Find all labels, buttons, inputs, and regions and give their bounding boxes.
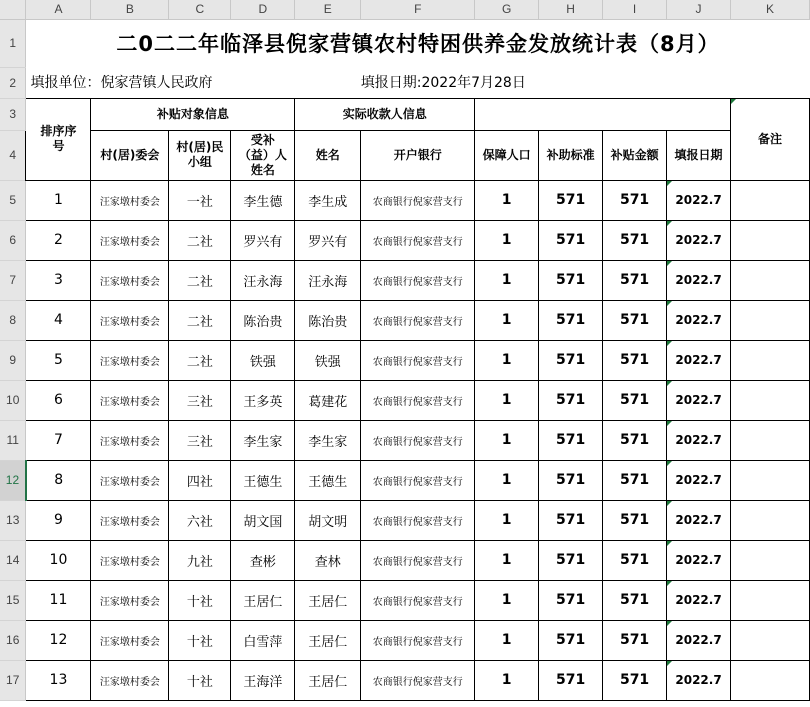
cell-seq[interactable]: 13 <box>26 660 91 700</box>
header-seq[interactable]: 排序序号 <box>26 98 91 180</box>
cell-bank[interactable]: 农商银行倪家营支行 <box>361 380 475 420</box>
header-recipient[interactable]: 受补（益）人姓名 <box>231 130 295 180</box>
cell-amount[interactable]: 571 <box>603 340 667 380</box>
cell-report-date[interactable]: 2022.7 <box>667 380 731 420</box>
cell-bank[interactable]: 农商银行倪家营支行 <box>361 500 475 540</box>
cell-report-date[interactable]: 2022.7 <box>667 620 731 660</box>
cell-report-date[interactable]: 2022.7 <box>667 260 731 300</box>
cell-report-date[interactable]: 2022.7 <box>667 460 731 500</box>
header-name[interactable]: 姓名 <box>295 130 361 180</box>
cell-remark[interactable] <box>731 580 810 620</box>
cell-committee[interactable]: 汪家墩村委会 <box>91 340 169 380</box>
cell-seq[interactable]: 3 <box>26 260 91 300</box>
cell-village-group[interactable]: 三社 <box>169 380 231 420</box>
cell-population[interactable]: 1 <box>475 220 539 260</box>
cell-payee-name[interactable]: 王居仁 <box>295 660 361 700</box>
cell-bank[interactable]: 农商银行倪家营支行 <box>361 460 475 500</box>
cell-amount[interactable]: 571 <box>603 660 667 700</box>
cell-remark[interactable] <box>731 500 810 540</box>
cell-recipient[interactable]: 汪永海 <box>231 260 295 300</box>
table-row <box>0 420 810 460</box>
cell-recipient[interactable]: 李生德 <box>231 180 295 220</box>
cell-bank[interactable]: 农商银行倪家营支行 <box>361 540 475 580</box>
row-header-12[interactable]: 12 <box>0 460 26 500</box>
header-date[interactable]: 填报日期 <box>667 130 731 180</box>
cell-remark[interactable] <box>731 620 810 660</box>
row-header-6[interactable]: 6 <box>0 220 26 260</box>
cell-population[interactable]: 1 <box>475 580 539 620</box>
cell-payee-name[interactable]: 王居仁 <box>295 620 361 660</box>
cell-recipient[interactable]: 查彬 <box>231 540 295 580</box>
report-date-cell[interactable]: 填报日期:2022年7月28日 <box>360 75 526 92</box>
cell-remark[interactable] <box>731 420 810 460</box>
table-row <box>0 460 810 500</box>
cell-seq[interactable]: 8 <box>26 460 91 500</box>
filler-unit-cell[interactable]: 填报单位：倪家营镇人民政府 <box>30 75 213 92</box>
header-population[interactable]: 保障人口 <box>475 130 539 180</box>
cell-report-date[interactable]: 2022.7 <box>667 340 731 380</box>
cell-recipient[interactable]: 罗兴有 <box>231 220 295 260</box>
row-header-15[interactable]: 15 <box>0 580 26 620</box>
cell-payee-name[interactable]: 李生成 <box>295 180 361 220</box>
cell-payee-name[interactable]: 铁强 <box>295 340 361 380</box>
row-header-1[interactable]: 1 <box>0 19 26 67</box>
table-row <box>0 580 810 620</box>
table-row <box>0 380 810 420</box>
column-header-b[interactable]: B <box>91 0 169 19</box>
cell-amount[interactable]: 571 <box>603 500 667 540</box>
cell-standard[interactable]: 571 <box>539 500 603 540</box>
column-header-e[interactable]: E <box>295 0 361 19</box>
cell-standard[interactable]: 571 <box>539 620 603 660</box>
cell-standard[interactable]: 571 <box>539 580 603 620</box>
table-row <box>0 180 810 220</box>
cell-committee[interactable]: 汪家墩村委会 <box>91 500 169 540</box>
header-standard[interactable]: 补助标准 <box>539 130 603 180</box>
cell-remark[interactable] <box>731 460 810 500</box>
column-header-a[interactable]: A <box>26 0 91 19</box>
cell-village-group[interactable]: 十社 <box>169 620 231 660</box>
cell-committee[interactable]: 汪家墩村委会 <box>91 220 169 260</box>
row-header-14[interactable]: 14 <box>0 540 26 580</box>
row-header-9[interactable]: 9 <box>0 340 26 380</box>
cell-village-group[interactable]: 二社 <box>169 220 231 260</box>
header-payee-group[interactable]: 实际收款人信息 <box>295 98 475 130</box>
cell-payee-name[interactable]: 查林 <box>295 540 361 580</box>
table-row <box>0 220 810 260</box>
cell-payee-name[interactable]: 罗兴有 <box>295 220 361 260</box>
table-row <box>0 300 810 340</box>
header-bank[interactable]: 开户银行 <box>361 130 475 180</box>
cell-bank[interactable]: 农商银行倪家营支行 <box>361 420 475 460</box>
column-header-h[interactable]: H <box>539 0 603 19</box>
cell-village-group[interactable]: 九社 <box>169 540 231 580</box>
header-subsidy-group[interactable]: 补贴对象信息 <box>91 98 295 130</box>
cell-bank[interactable]: 农商银行倪家营支行 <box>361 620 475 660</box>
cell-remark[interactable] <box>731 300 810 340</box>
cell-committee[interactable]: 汪家墩村委会 <box>91 660 169 700</box>
cell-population[interactable]: 1 <box>475 620 539 660</box>
cell-seq[interactable]: 1 <box>26 180 91 220</box>
cell-village-group[interactable]: 一社 <box>169 180 231 220</box>
cell-report-date[interactable]: 2022.7 <box>667 580 731 620</box>
row-header-10[interactable]: 10 <box>0 380 26 420</box>
cell-committee[interactable]: 汪家墩村委会 <box>91 540 169 580</box>
cell-standard[interactable]: 571 <box>539 300 603 340</box>
column-header-k[interactable]: K <box>731 0 810 19</box>
cell-remark[interactable] <box>731 220 810 260</box>
cell-bank[interactable]: 农商银行倪家营支行 <box>361 180 475 220</box>
cell-seq[interactable]: 9 <box>26 500 91 540</box>
cell-village-group[interactable]: 二社 <box>169 340 231 380</box>
header-village-group[interactable]: 村(居)民小组 <box>169 130 231 180</box>
cell-amount[interactable]: 571 <box>603 460 667 500</box>
cell-amount[interactable]: 571 <box>603 540 667 580</box>
cell-population[interactable]: 1 <box>475 460 539 500</box>
table-row <box>0 620 810 660</box>
cell-population[interactable]: 1 <box>475 420 539 460</box>
cell-bank[interactable]: 农商银行倪家营支行 <box>361 340 475 380</box>
cell-remark[interactable] <box>731 660 810 700</box>
cell-report-date[interactable]: 2022.7 <box>667 660 731 700</box>
cell-standard[interactable]: 571 <box>539 340 603 380</box>
row-header-4[interactable]: 4 <box>0 130 26 180</box>
row-header-8[interactable]: 8 <box>0 300 26 340</box>
cell-seq[interactable]: 5 <box>26 340 91 380</box>
cell-population[interactable]: 1 <box>475 180 539 220</box>
cell-committee[interactable]: 汪家墩村委会 <box>91 380 169 420</box>
cell-population[interactable]: 1 <box>475 260 539 300</box>
cell-payee-name[interactable]: 王居仁 <box>295 580 361 620</box>
row-header-17[interactable]: 17 <box>0 660 26 700</box>
header-amount[interactable]: 补贴金额 <box>603 130 667 180</box>
cell-remark[interactable] <box>731 380 810 420</box>
column-header-d[interactable]: D <box>231 0 295 19</box>
cell-population[interactable]: 1 <box>475 660 539 700</box>
cell-village-group[interactable]: 二社 <box>169 300 231 340</box>
cell-bank[interactable]: 农商银行倪家营支行 <box>361 260 475 300</box>
cell-seq[interactable]: 10 <box>26 540 91 580</box>
sheet-title[interactable]: 二0二二年临泽县倪家营镇农村特困供养金发放统计表（8月） <box>116 32 720 57</box>
cell-committee[interactable]: 汪家墩村委会 <box>91 620 169 660</box>
table-row <box>0 500 810 540</box>
select-all-corner[interactable] <box>0 0 26 19</box>
row-header-11[interactable]: 11 <box>0 420 26 460</box>
cell-population[interactable]: 1 <box>475 300 539 340</box>
cell-seq[interactable]: 2 <box>26 220 91 260</box>
cell-standard[interactable]: 571 <box>539 460 603 500</box>
cell-amount[interactable]: 571 <box>603 300 667 340</box>
cell-amount[interactable]: 571 <box>603 580 667 620</box>
cell-committee[interactable]: 汪家墩村委会 <box>91 260 169 300</box>
column-header-c[interactable]: C <box>169 0 231 19</box>
cell-payee-name[interactable]: 胡文明 <box>295 500 361 540</box>
cell-seq[interactable]: 11 <box>26 580 91 620</box>
cell-payee-name[interactable]: 葛建花 <box>295 380 361 420</box>
cell-population[interactable]: 1 <box>475 540 539 580</box>
cell-amount[interactable]: 571 <box>603 420 667 460</box>
cell-amount[interactable]: 571 <box>603 180 667 220</box>
cell-standard[interactable]: 571 <box>539 380 603 420</box>
table-row <box>0 660 810 700</box>
cell-recipient[interactable]: 王居仁 <box>231 580 295 620</box>
cell-village-group[interactable]: 十社 <box>169 580 231 620</box>
column-header-j[interactable]: J <box>667 0 731 19</box>
cell-recipient[interactable]: 陈治贵 <box>231 300 295 340</box>
cell-village-group[interactable]: 二社 <box>169 260 231 300</box>
cell-amount[interactable]: 571 <box>603 260 667 300</box>
cell-amount[interactable]: 571 <box>603 620 667 660</box>
header-remark[interactable]: 备注 <box>731 98 810 180</box>
cell-committee[interactable]: 汪家墩村委会 <box>91 580 169 620</box>
row-header-5[interactable]: 5 <box>0 180 26 220</box>
cell-report-date[interactable]: 2022.7 <box>667 420 731 460</box>
column-header-g[interactable]: G <box>475 0 539 19</box>
cell-bank[interactable]: 农商银行倪家营支行 <box>361 300 475 340</box>
cell-payee-name[interactable]: 王德生 <box>295 460 361 500</box>
cell-seq[interactable]: 7 <box>26 420 91 460</box>
cell-payee-name[interactable]: 陈治贵 <box>295 300 361 340</box>
cell-recipient[interactable]: 铁强 <box>231 340 295 380</box>
cell-bank[interactable]: 农商银行倪家营支行 <box>361 220 475 260</box>
cell-recipient[interactable]: 王德生 <box>231 460 295 500</box>
cell-seq[interactable]: 6 <box>26 380 91 420</box>
cell-population[interactable]: 1 <box>475 340 539 380</box>
cell-committee[interactable]: 汪家墩村委会 <box>91 460 169 500</box>
header-committee[interactable]: 村(居)委会 <box>91 130 169 180</box>
cell-village-group[interactable]: 六社 <box>169 500 231 540</box>
column-header-f[interactable]: F <box>361 0 475 19</box>
cell-standard[interactable]: 571 <box>539 660 603 700</box>
cell-village-group[interactable]: 三社 <box>169 420 231 460</box>
column-header-i[interactable]: I <box>603 0 667 19</box>
cell-standard[interactable]: 571 <box>539 420 603 460</box>
cell-committee[interactable]: 汪家墩村委会 <box>91 420 169 460</box>
cell-standard[interactable]: 571 <box>539 260 603 300</box>
cell-payee-name[interactable]: 汪永海 <box>295 260 361 300</box>
cell-amount[interactable]: 571 <box>603 380 667 420</box>
cell-remark[interactable] <box>731 260 810 300</box>
cell-standard[interactable]: 571 <box>539 540 603 580</box>
cell-report-date[interactable]: 2022.7 <box>667 180 731 220</box>
cell-bank[interactable]: 农商银行倪家营支行 <box>361 660 475 700</box>
cell-seq[interactable]: 12 <box>26 620 91 660</box>
cell-report-date[interactable]: 2022.7 <box>667 300 731 340</box>
cell-standard[interactable]: 571 <box>539 220 603 260</box>
cell-committee[interactable]: 汪家墩村委会 <box>91 180 169 220</box>
cell-payee-name[interactable]: 李生家 <box>295 420 361 460</box>
cell-recipient[interactable]: 王海洋 <box>231 660 295 700</box>
row-header-2[interactable]: 2 <box>0 67 26 98</box>
row-header-3[interactable]: 3 <box>0 98 26 130</box>
cell-report-date[interactable]: 2022.7 <box>667 220 731 260</box>
cell-recipient[interactable]: 胡文国 <box>231 500 295 540</box>
row-header-13[interactable]: 13 <box>0 500 26 540</box>
cell-village-group[interactable]: 四社 <box>169 460 231 500</box>
table-row <box>0 340 810 380</box>
cell-seq[interactable]: 4 <box>26 300 91 340</box>
row-header-16[interactable]: 16 <box>0 620 26 660</box>
table-row <box>0 540 810 580</box>
cell-remark[interactable] <box>731 180 810 220</box>
cell-bank[interactable]: 农商银行倪家营支行 <box>361 580 475 620</box>
table-row <box>0 260 810 300</box>
cell-recipient[interactable]: 李生家 <box>231 420 295 460</box>
cell-committee[interactable]: 汪家墩村委会 <box>91 300 169 340</box>
cell-report-date[interactable]: 2022.7 <box>667 540 731 580</box>
cell-remark[interactable] <box>731 540 810 580</box>
cell-remark[interactable] <box>731 340 810 380</box>
cell-report-date[interactable]: 2022.7 <box>667 500 731 540</box>
cell-amount[interactable]: 571 <box>603 220 667 260</box>
header-blank-group[interactable] <box>475 98 731 130</box>
cell-recipient[interactable]: 白雪萍 <box>231 620 295 660</box>
cell-population[interactable]: 1 <box>475 500 539 540</box>
cell-standard[interactable]: 571 <box>539 180 603 220</box>
cell-population[interactable]: 1 <box>475 380 539 420</box>
row-header-7[interactable]: 7 <box>0 260 26 300</box>
cell-recipient[interactable]: 王多英 <box>231 380 295 420</box>
cell-village-group[interactable]: 十社 <box>169 660 231 700</box>
